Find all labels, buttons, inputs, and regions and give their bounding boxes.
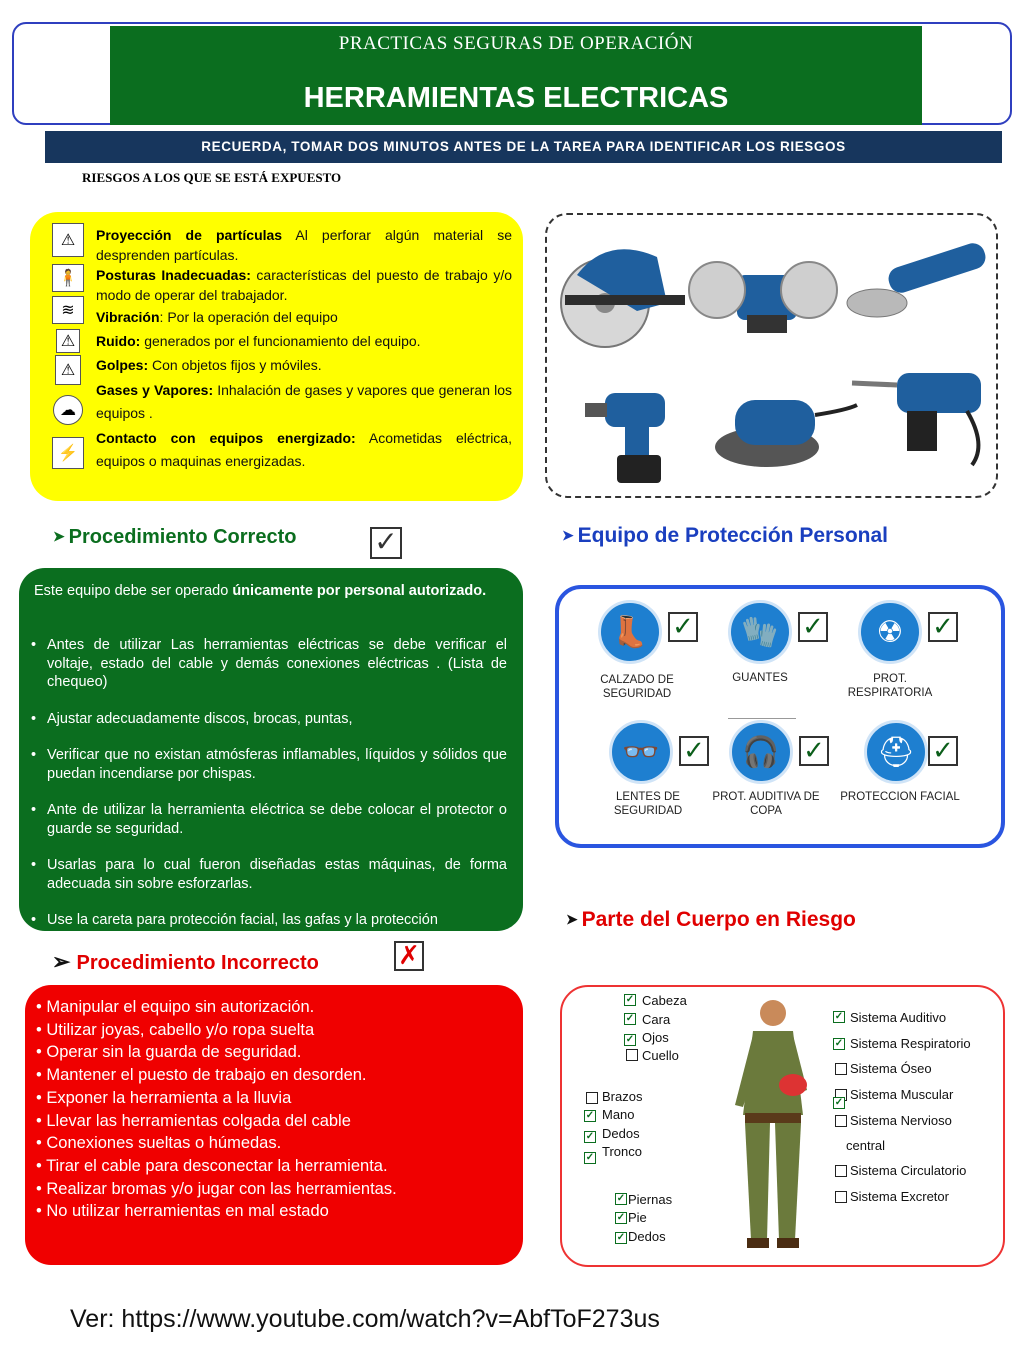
checkbox-icon: ✓ — [585, 1110, 595, 1121]
correct-list — [28, 636, 507, 931]
cordless-drill-icon — [585, 393, 665, 483]
checkbox-empty-icon — [586, 1092, 598, 1104]
risks-heading: RIESGOS A LOS QUE SE ESTÁ EXPUESTO — [82, 170, 342, 185]
power-tools-gallery — [545, 213, 998, 498]
ppe-label: PROTECCION FACIAL — [840, 791, 960, 803]
posture-hazard-icon: 🧍 — [52, 264, 84, 292]
list-item: • Ante de utilizar la herramienta eléctrica se debe colocar el protector o guarde se seguridad. — [28, 801, 507, 838]
checkbox-icon: ✓ — [834, 1038, 844, 1049]
body-part-label: Ojos — [642, 1030, 669, 1045]
respirator-icon: ☢ — [858, 600, 922, 664]
body-system-label: central — [846, 1138, 886, 1153]
worker-figure-icon — [725, 995, 820, 1255]
checkbox-icon: ✓ — [834, 1011, 844, 1022]
body-part-label: Cara — [642, 1012, 671, 1027]
reminder-banner: RECUERDA, TOMAR DOS MINUTOS ANTES DE LA TAREA PARA IDENTIFICAR LOS RIESGOS — [45, 131, 1002, 163]
earmuffs-icon: 🎧 — [729, 720, 793, 784]
risk-item: Vibración: Por la operación del equipo — [96, 309, 338, 325]
body-system-label: Sistema Óseo — [850, 1061, 932, 1076]
checkbox-icon: ✓ — [625, 1034, 635, 1045]
risk-item: Ruido: generados por el funcionamiento del equipo. — [96, 333, 421, 349]
checkbox-icon: ✓ — [585, 1152, 595, 1163]
check-icon: ✓ — [928, 736, 958, 766]
list-item: • Llevar las herramientas colgada del cable — [36, 1110, 397, 1133]
checkbox-empty-icon — [835, 1115, 847, 1127]
checkbox-icon: ✓ — [834, 1097, 844, 1108]
particles-hazard-icon: ⚠ — [52, 223, 84, 257]
risk-item: Posturas Inadecuadas: características del puesto de trabajo y/o modo de operar del trabajador. — [96, 267, 513, 303]
body-system-label: Sistema Muscular — [850, 1087, 954, 1102]
body-part-label: Piernas — [628, 1192, 673, 1207]
body-part-label: Pie — [628, 1210, 647, 1225]
vibration-hazard-icon: ≋ — [52, 296, 84, 324]
body-parts-title: ➤ Parte del Cuerpo en Riesgo — [566, 908, 856, 931]
body-system-label: Sistema Respiratorio — [850, 1036, 971, 1051]
checkbox-icon: ✓ — [625, 994, 635, 1005]
video-link[interactable]: Ver: https://www.youtube.com/watch?v=AbfToF273us — [70, 1305, 660, 1333]
checkbox-empty-icon — [835, 1165, 847, 1177]
checkbox-empty-icon — [626, 1049, 638, 1061]
power-tools-illustration — [547, 215, 996, 496]
list-item: • Use la careta para protección facial, las gafas y la protección — [28, 911, 507, 930]
list-item: • Conexiones sueltas o húmedas. — [36, 1132, 397, 1155]
hammer-drill-icon — [852, 373, 981, 465]
correct-procedure-title: ➤ Procedimiento Correcto — [53, 526, 297, 548]
list-item: • Operar sin la guarda de seguridad. — [36, 1041, 397, 1064]
check-icon: ✓ — [370, 527, 402, 559]
list-item: • Realizar bromas y/o jugar con las herramientas. — [36, 1178, 397, 1201]
body-system-label: Sistema Excretor — [850, 1189, 949, 1204]
list-item: • Mantener el puesto de trabajo en desorden. — [36, 1064, 397, 1087]
check-icon: ✓ — [668, 612, 698, 642]
risk-item: Contacto con equipos energizado: Acometidas eléctrica, equipos o maquinas energizadas. — [96, 430, 512, 469]
correct-procedure-content — [19, 568, 523, 931]
face-shield-icon: ⛑ — [864, 720, 928, 784]
body-part-label: Dedos — [628, 1229, 666, 1244]
header-subtitle: PRACTICAS SEGURAS DE OPERACIÓN — [338, 33, 694, 54]
angle-grinder-icon — [847, 240, 989, 317]
checkbox-icon: ✓ — [616, 1193, 626, 1204]
list-item: • Usarlas para lo cual fueron diseñadas estas máquinas, de forma adecuada sin sobre esforzarlas. — [28, 856, 507, 893]
body-system-label: Sistema Circulatorio — [850, 1163, 967, 1178]
checkbox-icon: ✓ — [616, 1212, 626, 1223]
body-system-label: Sistema Nervioso — [850, 1113, 952, 1128]
risk-item: Proyección de partículas Al perforar algún material se desprenden partículas. — [96, 227, 513, 263]
ppe-label: LENTES DE SEGURIDAD — [613, 791, 683, 817]
cross-icon: ✗ — [394, 941, 424, 971]
correct-intro: Este equipo debe ser operado únicamente por personal autorizado. — [34, 583, 487, 599]
check-icon: ✓ — [679, 736, 709, 766]
bench-grinder-icon — [689, 262, 837, 333]
list-item: • Tirar el cable para desconectar la herramienta. — [36, 1155, 397, 1178]
incorrect-list — [36, 996, 397, 1223]
goggles-icon: 👓 — [609, 720, 673, 784]
checkbox-icon: ✓ — [616, 1232, 626, 1243]
list-item: • Verificar que no existan atmósferas inflamables, líquidos y sólidos que puedan incendiarse por chispas. — [28, 746, 507, 783]
check-icon: ✓ — [799, 736, 829, 766]
gas-hazard-icon: ☁ — [53, 395, 83, 425]
body-part-label: Cabeza — [642, 993, 687, 1008]
list-item: • Exponer la herramienta a la lluvia — [36, 1087, 397, 1110]
list-item: • Ajustar adecuadamente discos, brocas, puntas, — [28, 710, 507, 729]
boot-icon: 👢 — [598, 600, 662, 664]
page-title: HERRAMIENTAS ELECTRICAS — [303, 82, 729, 114]
ppe-label: PROT. AUDITIVA DE COPA — [712, 791, 820, 817]
ppe-title: ➤ Equipo de Protección Personal — [562, 524, 889, 547]
ppe-label: CALZADO DE SEGURIDAD — [600, 674, 674, 700]
checkbox-icon: ✓ — [585, 1131, 595, 1142]
ppe-label: PROT. RESPIRATORIA — [847, 673, 933, 699]
list-item: • Manipular el equipo sin autorización. — [36, 996, 397, 1019]
incorrect-procedure-title: ➢ Procedimiento Incorrecto — [52, 949, 319, 974]
noise-hazard-icon: ⚠ — [56, 329, 80, 353]
risk-item: Golpes: Con objetos fijos y móviles. — [96, 357, 322, 373]
checkbox-empty-icon — [835, 1063, 847, 1075]
body-part-label: Mano — [602, 1107, 635, 1122]
checkbox-empty-icon — [835, 1191, 847, 1203]
ppe-label: GUANTES — [732, 672, 788, 684]
risk-item: Gases y Vapores: Inhalación de gases y vapores que generan los equipos . — [96, 382, 512, 421]
check-icon: ✓ — [928, 612, 958, 642]
body-part-label: Dedos — [602, 1126, 640, 1141]
divider — [728, 718, 796, 719]
checkbox-icon: ✓ — [625, 1013, 635, 1024]
body-part-label: Brazos — [602, 1089, 643, 1104]
list-item: • No utilizar herramientas en mal estado — [36, 1200, 397, 1223]
check-icon: ✓ — [798, 612, 828, 642]
body-system-label: Sistema Auditivo — [850, 1010, 947, 1025]
impact-hazard-icon: ⚠ — [55, 355, 81, 385]
body-part-label: Tronco — [602, 1144, 642, 1159]
electric-hazard-icon: ⚡ — [52, 437, 84, 469]
list-item: • Antes de utilizar Las herramientas eléctricas se debe verificar el voltaje, estado del cable y demás conexiones eléctricas . (Lista de chequeo) — [28, 636, 507, 692]
body-part-label: Cuello — [642, 1048, 679, 1063]
gloves-icon: 🧤 — [728, 600, 792, 664]
orbital-sander-icon — [715, 400, 857, 467]
list-item: • Utilizar joyas, cabello y/o ropa suelta — [36, 1019, 397, 1042]
circular-saw-icon — [561, 249, 685, 347]
